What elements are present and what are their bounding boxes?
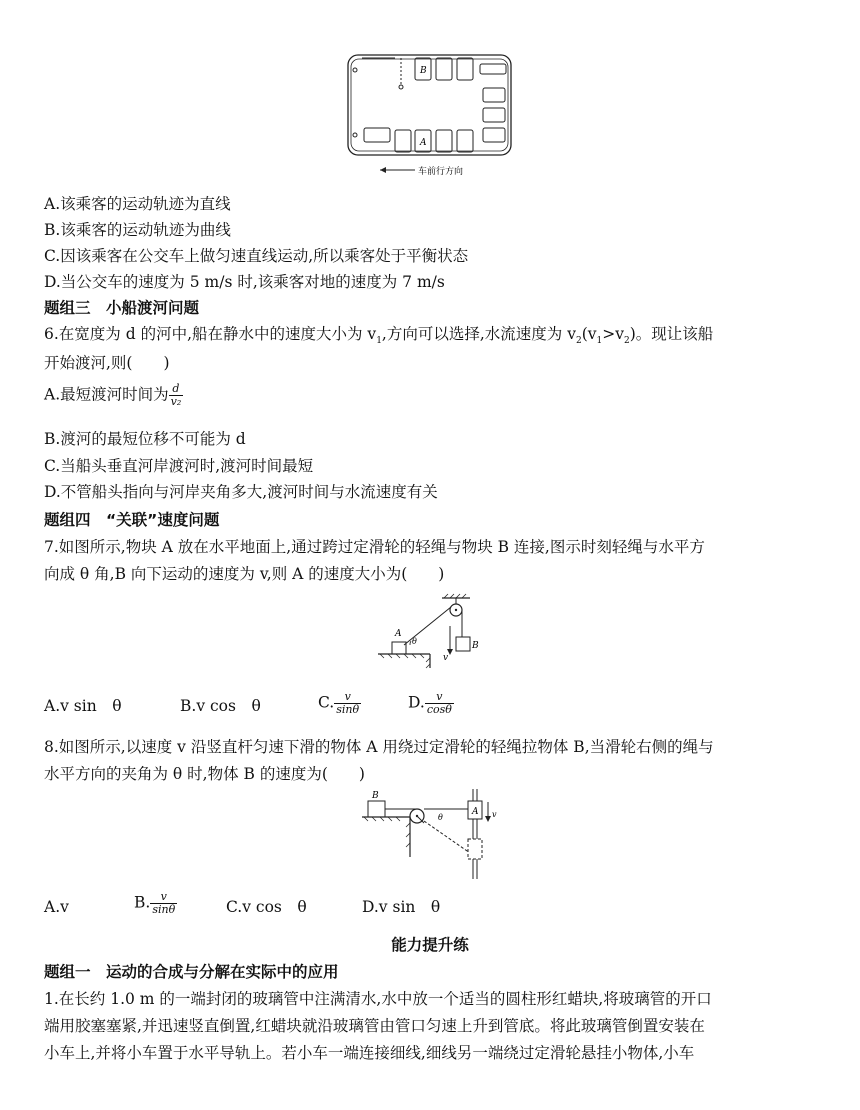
p1-line2: 端用胶塞塞紧,并迅速竖直倒置,红蜡块就沿玻璃管由管口匀速上升到管底。将此玻璃管倒置安装在 <box>44 1017 705 1035</box>
q8-option-b: B. $\frac{v}{\sin\theta}$ <box>134 890 176 916</box>
bus-label-a: A <box>420 138 427 148</box>
q7-option-d: D. $\frac{v}{\cos\theta}$ <box>408 690 452 716</box>
fraction-d-over-v2: $\frac{d}{\text{v₂}}$ <box>170 382 182 408</box>
q7-option-c: C. $\frac{v}{\sin\theta}$ <box>318 690 360 716</box>
q7-fig-label-v: v <box>443 653 449 663</box>
q8-fig-label-theta: θ <box>438 813 443 822</box>
bus-direction-caption: 车前行方向 <box>418 167 464 177</box>
q8-option-d: D.v sin θ <box>362 898 441 916</box>
group1-title: 题组一 运动的合成与分解在实际中的应用 <box>44 963 339 981</box>
q5-option-d: D.当公交车的速度为 5 m/s 时,该乘客对地的速度为 7 m/s <box>44 273 445 291</box>
group4-title: 题组四 “关联”速度问题 <box>44 511 220 529</box>
p1-line3: 小车上,并将小车置于水平导轨上。若小车一端连接细线,细线另一端绕过定滑轮悬挂小物体,小车 <box>44 1044 695 1062</box>
p1-line1: 1.在长约 1.0 m 的一端封闭的玻璃管中注满清水,水中放一个适当的圆柱形红蜡块,将玻璃管的开口 <box>44 990 712 1008</box>
q8-fig-label-a: A <box>472 807 479 817</box>
group3-title: 题组三 小船渡河问题 <box>44 299 200 317</box>
q7-fig-label-theta: θ <box>412 637 417 646</box>
section-title: 能力提升练 <box>391 936 469 954</box>
bus-seating-figure <box>340 50 520 180</box>
q8-option-c: C.v cos θ <box>226 898 307 916</box>
q7-fig-label-a: A <box>395 629 402 639</box>
q7-stem-line2: 向成 θ 角,B 向下运动的速度为 v,则 A 的速度大小为( ) <box>44 565 445 583</box>
q6-option-a: A.最短渡河时间为 $\frac{d}{\text{v₂}}$ <box>44 382 182 408</box>
q8-fig-label-v: v <box>492 810 497 819</box>
q6-stem-line1: 6.在宽度为 d 的河中,船在静水中的速度大小为 $v_1$,方向可以选择,水流速度为 $v_2(v_1>v_2)$。现让该船 <box>44 325 714 347</box>
q8-pulley-figure <box>360 787 510 879</box>
q5-option-c: C.因该乘客在公交车上做匀速直线运动,所以乘客处于平衡状态 <box>44 247 469 265</box>
q6-option-b: B.渡河的最短位移不可能为 d <box>44 430 246 448</box>
q8-stem-line1: 8.如图所示,以速度 v 沿竖直杆匀速下滑的物体 A 用绕过定滑轮的轻绳拉物体 B,当滑轮右侧的绳与 <box>44 738 714 756</box>
q6-stem-line2: 开始渡河,则( ) <box>44 354 170 372</box>
q5-option-b: B.该乘客的运动轨迹为曲线 <box>44 221 231 239</box>
bus-label-b: B <box>420 66 427 76</box>
q7-stem-line1: 7.如图所示,物块 A 放在水平地面上,通过跨过定滑轮的轻绳与物块 B 连接,图示时刻轻绳与水平方 <box>44 538 705 556</box>
q7-pulley-figure <box>370 590 500 670</box>
q7-option-b: B.v cos θ <box>180 697 261 715</box>
q7-option-a: A.v sin θ <box>44 697 122 715</box>
q8-fig-label-b: B <box>372 791 379 801</box>
q5-option-a: A.该乘客的运动轨迹为直线 <box>44 195 231 213</box>
q8-stem-line2: 水平方向的夹角为 θ 时,物体 B 的速度为( ) <box>44 765 365 783</box>
q7-fig-label-b: B <box>472 641 479 651</box>
q8-option-a: A.v <box>44 898 69 916</box>
q6-option-d: D.不管船头指向与河岸夹角多大,渡河时间与水流速度有关 <box>44 483 438 501</box>
q6-option-c: C.当船头垂直河岸渡河时,渡河时间最短 <box>44 457 314 475</box>
